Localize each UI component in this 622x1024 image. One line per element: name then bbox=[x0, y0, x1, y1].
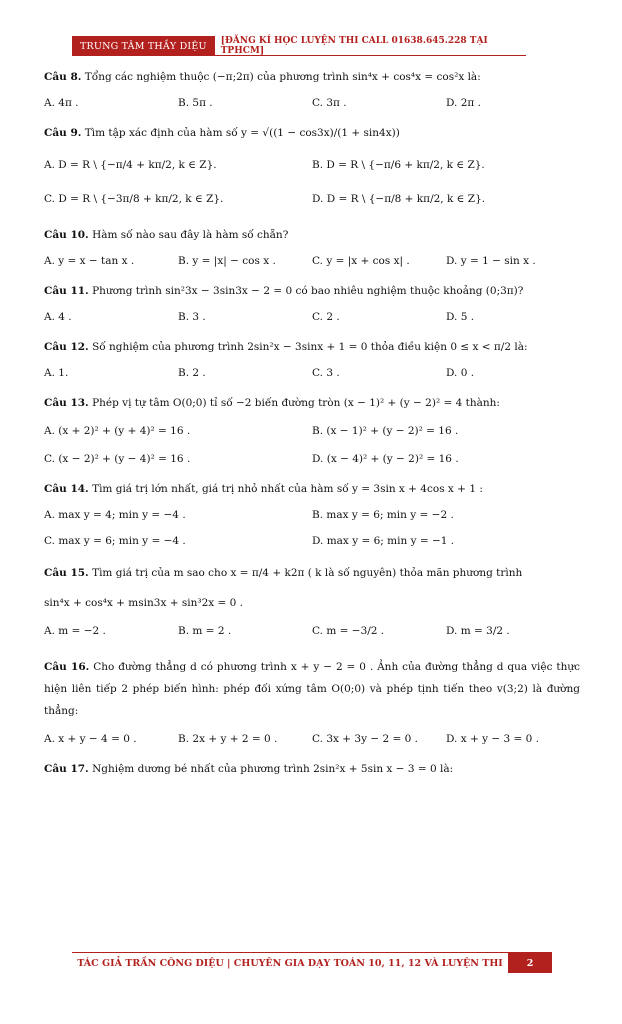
question-16: Câu 16. Cho đường thẳng d có phương trình x + y − 2 = 0 . Ảnh của đường thẳng d qua việc thực hiện liên tiếp 2 phép biến hình: phép đối xứng tâm O(0;0) và phép tịnh tiến theo v(3;2) là đường thẳng: A. x + y − 4 = 0 . B. 2x + y + 2 = 0 . C. 3x + 3y − 2 = 0 . D. x + y − 3 = 0 . bbox=[44, 661, 580, 745]
option-d: D. m = 3/2 . bbox=[446, 625, 510, 637]
option-b: B. D = R \ {−π/6 + kπ/2, k ∈ Z}. bbox=[312, 159, 485, 171]
option-d: D. 5 . bbox=[446, 311, 475, 323]
question-13: Câu 13. Phép vị tự tâm O(0;0) tỉ số −2 biến đường tròn (x − 1)² + (y − 2)² = 4 thành: A. (x + 2)² + (y + 4)² = 16 . B. (x − 1)² + (y − 2)² = 16 . C. (x − 2)² + (y − 4)² = 16 . D. (x − 4)² + (y − 2)² = 16 . bbox=[44, 396, 580, 466]
option-b: B. 5π . bbox=[178, 97, 213, 109]
option-b: B. y = |x| − cos x . bbox=[178, 255, 276, 267]
option-d: D. (x − 4)² + (y − 2)² = 16 . bbox=[312, 453, 459, 465]
option-a: A. D = R \ {−π/4 + kπ/2, k ∈ Z}. bbox=[44, 159, 217, 171]
option-c: C. 3 . bbox=[312, 367, 340, 379]
option-a: A. 4 . bbox=[44, 311, 72, 323]
page-footer bbox=[72, 952, 552, 973]
option-b: B. (x − 1)² + (y − 2)² = 16 . bbox=[312, 425, 459, 437]
option-c: C. 3x + 3y − 2 = 0 . bbox=[312, 733, 419, 745]
option-a: A. 1. bbox=[44, 367, 69, 379]
question-15: Câu 15. Tìm giá trị của m sao cho x = π/4 + k2π ( k là số nguyên) thỏa mãn phương trình sin⁴x + cos⁴x + msin3x + sin³2x = 0 . A. m = −2 . B. m = 2 . C. m = −3/2 . D. m = 3/2 . bbox=[44, 566, 580, 638]
question-12: Câu 12. Số nghiệm của phương trình 2sin²x − 3sinx + 1 = 0 thỏa điều kiện 0 ≤ x < π/2 là: A. 1. B. 2 . C. 3 . D. 0 . bbox=[44, 340, 580, 380]
option-a: A. max y = 4; min y = −4 . bbox=[44, 509, 186, 521]
option-a: A. m = −2 . bbox=[44, 625, 106, 637]
option-c: C. (x − 2)² + (y − 4)² = 16 . bbox=[44, 453, 191, 465]
option-c: C. y = |x + cos x| . bbox=[312, 255, 410, 267]
question-17: Câu 17. Nghiệm dương bé nhất của phương trình 2sin²x + 5sin x − 3 = 0 là: bbox=[44, 763, 454, 775]
question-list bbox=[44, 70, 580, 776]
option-c: C. max y = 6; min y = −4 . bbox=[44, 535, 186, 547]
page-number: 2 bbox=[508, 953, 552, 973]
option-d: D. x + y − 3 = 0 . bbox=[446, 733, 540, 745]
question-15-equation: sin⁴x + cos⁴x + msin3x + sin³2x = 0 . bbox=[44, 597, 243, 609]
option-d: D. 0 . bbox=[446, 367, 475, 379]
question-11: Câu 11. Phương trình sin²3x − 3sin3x − 2 = 0 có bao nhiêu nghiệm thuộc khoảng (0;3π)? A. 4 . B. 3 . C. 2 . D. 5 . bbox=[44, 284, 580, 324]
option-a: A. x + y − 4 = 0 . bbox=[44, 733, 137, 745]
option-b: B. 2 . bbox=[178, 367, 206, 379]
option-a: A. 4π . bbox=[44, 97, 79, 109]
option-b: B. 3 . bbox=[178, 311, 206, 323]
question-14: Câu 14. Tìm giá trị lớn nhất, giá trị nhỏ nhất của hàm số y = 3sin x + 4cos x + 1 : A. max y = 4; min y = −4 . B. max y = 6; min y = −2 . C. max y = 6; min y = −4 . D. max y = 6; min y = −1 . bbox=[44, 482, 580, 548]
option-c: C. 2 . bbox=[312, 311, 340, 323]
option-d: D. max y = 6; min y = −1 . bbox=[312, 535, 455, 547]
page-header bbox=[72, 36, 526, 56]
option-b: B. 2x + y + 2 = 0 . bbox=[178, 733, 278, 745]
option-a: A. y = x − tan x . bbox=[44, 255, 135, 267]
option-c: C. D = R \ {−3π/8 + kπ/2, k ∈ Z}. bbox=[44, 193, 224, 205]
option-d: D. 2π . bbox=[446, 97, 481, 109]
header-center-name: TRUNG TÂM THẦY DIỆU bbox=[72, 36, 215, 56]
question-10: Câu 10. Hàm số nào sau đây là hàm số chẵn? A. y = x − tan x . B. y = |x| − cos x . C. y = |x + cos x| . D. y = 1 − sin x . bbox=[44, 228, 580, 268]
question-9: Câu 9. Tìm tập xác định của hàm số y = √((1 − cos3x)/(1 + sin4x)) A. D = R \ {−π/4 + kπ/2, k ∈ Z}. B. D = R \ {−π/6 + kπ/2, k ∈ Z}. C. D = R \ {−3π/8 + kπ/2, k ∈ Z}. D. D = R \ {−π/8 + kπ/2, k ∈ Z}. bbox=[44, 126, 580, 206]
footer-author: TÁC GIẢ TRẦN CÔNG DIỆU | CHUYÊN GIA DẠY TOÁN 10, 11, 12 VÀ LUYỆN THI bbox=[77, 957, 503, 969]
option-a: A. (x + 2)² + (y + 4)² = 16 . bbox=[44, 425, 191, 437]
option-d: D. y = 1 − sin x . bbox=[446, 255, 536, 267]
option-b: B. m = 2 . bbox=[178, 625, 232, 637]
option-b: B. max y = 6; min y = −2 . bbox=[312, 509, 454, 521]
question-8: Câu 8. Tổng các nghiệm thuộc (−π;2π) của phương trình sin⁴x + cos⁴x = cos²x là: A. 4π . B. 5π . C. 3π . D. 2π . bbox=[44, 70, 580, 110]
option-c: C. 3π . bbox=[312, 97, 347, 109]
header-registration: [ĐĂNG KÍ HỌC LUYỆN THI CALL 01638.645.228 TẠI TPHCM] bbox=[215, 36, 526, 56]
option-d: D. D = R \ {−π/8 + kπ/2, k ∈ Z}. bbox=[312, 193, 486, 205]
option-c: C. m = −3/2 . bbox=[312, 625, 385, 637]
